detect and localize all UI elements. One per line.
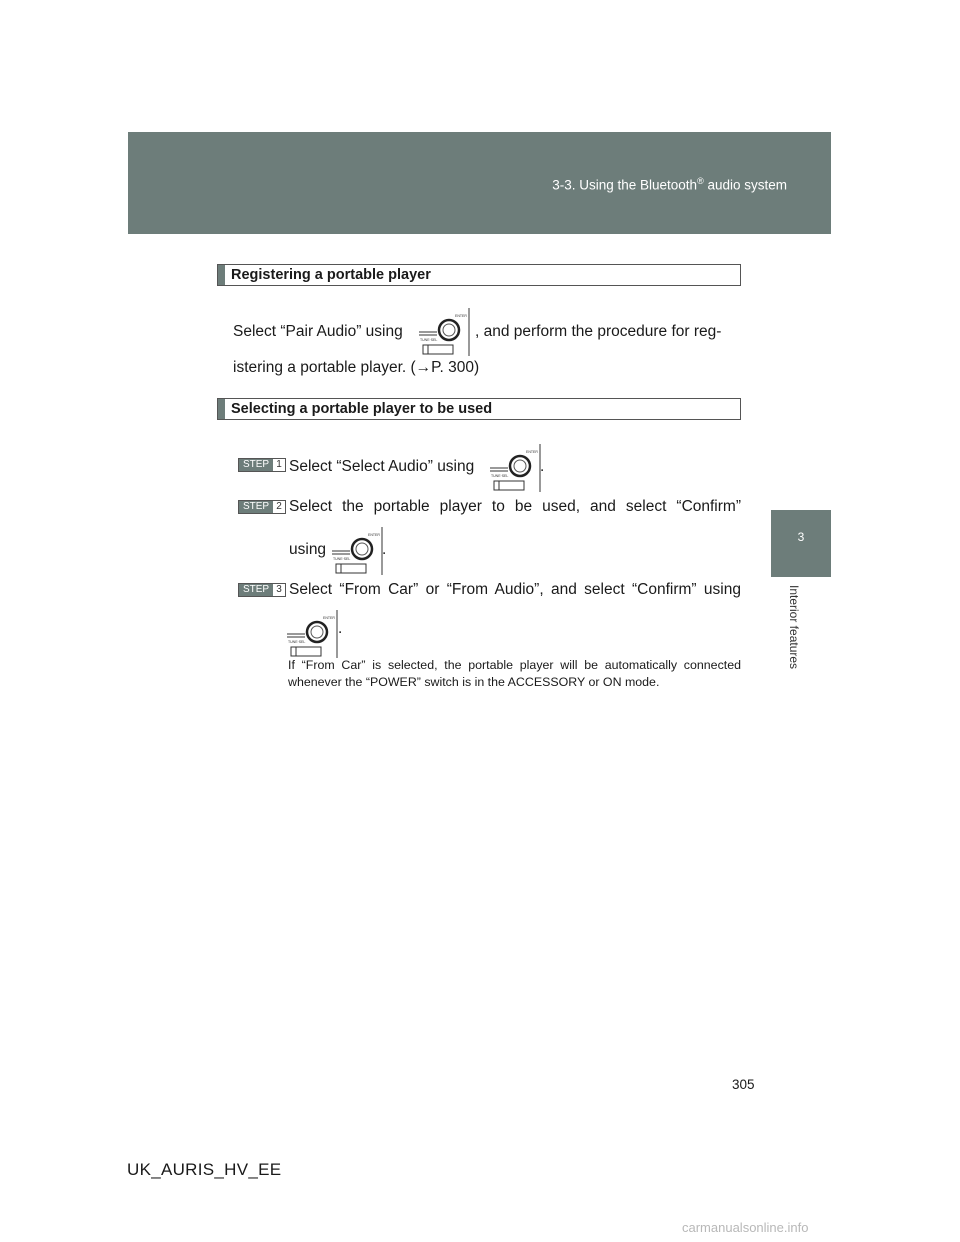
section-title-text: 3-3. Using the Bluetooth [552,177,698,193]
section-title-tail: audio system [703,177,787,193]
step-label: STEP [239,584,273,596]
section-heading-text: Selecting a portable player to be used [231,401,493,417]
svg-text:TUNE·SEL: TUNE·SEL [333,557,351,561]
tune-knob-icon [490,444,544,492]
step-2-text-line2-after: . [382,541,387,558]
svg-text:ENTER: ENTER [368,533,380,537]
tune-knob-icon [332,527,386,575]
svg-text:ENTER: ENTER [455,314,467,318]
section-title [552,176,787,193]
registering-line2 [233,359,479,377]
step-1-text-after: . [540,458,545,475]
step-label: STEP [239,501,273,513]
tune-knob-icon [287,610,341,658]
step-number: 1 [276,459,282,470]
section-heading-text: Registering a portable player [231,267,431,283]
step-badge-1 [238,458,286,472]
svg-text:TUNE·SEL: TUNE·SEL [491,474,509,478]
step-number: 2 [276,501,282,512]
step-badge-2 [238,500,286,514]
registered-mark: ® [697,176,704,186]
registering-line1-before: Select “Pair Audio” using [233,323,403,340]
svg-text:ENTER: ENTER [526,450,538,454]
page-reference-link[interactable]: P. 300) [431,359,480,376]
document-code: UK_AURIS_HV_EE [127,1160,282,1179]
section-heading-registering [217,264,741,286]
step-2-text-line1: Select the portable player to be used, and select “Confirm” [289,498,741,515]
chapter-label [781,587,801,697]
page-number: 305 [732,1077,755,1092]
step-1-text-before: Select “Select Audio” using [289,458,475,475]
step-2-text-line2-before: using [289,541,327,558]
svg-text:ENTER: ENTER [323,616,335,620]
section-heading-selecting [217,398,741,420]
watermark: carmanualsonline.info [682,1220,809,1235]
tune-knob-icon [419,308,473,356]
chapter-number: 3 [797,530,805,544]
arrow-icon: → [415,359,432,376]
step-3-text-line1: Select “From Car” or “From Audio”, and select “Confirm” using [289,581,741,598]
step-number: 3 [276,584,282,595]
svg-text:TUNE·SEL: TUNE·SEL [288,640,306,644]
chapter-label-text: Interior features [787,585,801,670]
svg-text:TUNE·SEL: TUNE·SEL [420,338,438,342]
step-label: STEP [239,459,273,471]
registering-line1-after: , and perform the procedure for reg- [475,323,722,340]
info-note: If “From Car” is selected, the portable player will be automatically connected whenever the “POWER” switch is in the ACCESSORY or ON mode. [288,658,741,689]
step-badge-3 [238,583,286,597]
header-band [128,132,831,234]
chapter-tab [771,510,831,577]
registering-line2-text: istering a portable player. ( [233,359,416,376]
step-3-text-line2-after: . [338,620,343,637]
